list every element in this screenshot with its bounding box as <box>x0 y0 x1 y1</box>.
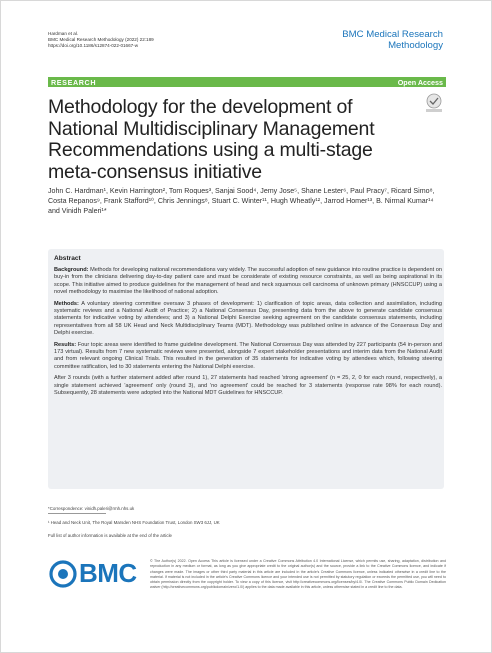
abstract-methods <box>54 301 442 338</box>
methods-label: Methods: <box>54 300 79 307</box>
section-label: RESEARCH <box>51 78 97 87</box>
results-text: Four topic areas were identified to frame guideline development. The National Consensus Day was attended by 227 participants (54 in-person and 173 virtual). Results from 7 new systematic reviews were presented, alongside 7 expert stakeholder presentations and interim data from the National Audit and from relevant ongoing Clinical Trials. This resulted in the generation of 35 statements for indicative voting by attendees which, following steering committee ratification, led to 30 statements entering the National Delphi exercise. <box>54 341 442 370</box>
doi-link[interactable]: https://doi.org/10.1186/s12874-022-01667-w <box>48 43 139 48</box>
affiliation-note: ¹ Head and Neck Unit, The Royal Marsden NHS Foundation Trust, London SW3 6JJ, UK <box>48 520 220 525</box>
citation-header <box>48 31 154 49</box>
author-info-note: Full list of author information is available at the end of the article <box>48 533 172 538</box>
journal-name-line1: BMC Medical Research <box>342 29 443 40</box>
bmc-logo-icon <box>48 559 78 589</box>
background-text: Methods for developing national recommendations vary widely. The successful adoption of new guidance into routine practice is dependent on buy-in from the clinicians delivering day-to-day patient care and must be considerate of existing resource constraints, as well as being aspirational in its scope. This initiative aimed to produce guidelines for the management of head and neck squamous cell carcinoma of unknown primary (HNSCCUP) using a novel methodology to maximise the likelihood of national adoption. <box>54 267 442 296</box>
abstract-results <box>54 342 442 372</box>
abstract-background <box>54 267 442 297</box>
abstract-box <box>48 249 444 489</box>
abstract-results-continued: After 3 rounds (with a further statement added after round 1), 27 statements had reached 'strong agreement' (n = 25, 2, 0 for each round, respectively), a single statement achieved 'agreement' only (round 3), and 'no agreement' could be reached for 3 statements (response rate 98% for each round). Subsequently, 28 statements were adopted into the National MDT Guidelines for HNSCCUP. <box>54 375 442 397</box>
author-list: John C. Hardman¹, Kevin Harrington², Tom Roques³, Sanjai Sood⁴, Jemy Jose⁵, Shane Lester⁶, Paul Pracy⁷, Ricard Simo⁸, Costa Repanos⁹, Frank Stafford¹⁰, Chris Jennings⁸, Stuart C. Winter¹¹, Hugh Wheatly¹², Jarrod Homer¹³, B. Nirmal Kumar¹⁴ and Vinidh Paleri¹* <box>48 187 435 215</box>
journal-name-line2: Methodology <box>388 40 443 51</box>
background-label: Background: <box>54 267 89 273</box>
footnote-divider <box>48 513 106 514</box>
abstract-body <box>54 267 442 402</box>
results-label: Results: <box>54 341 77 348</box>
citation-line: Hardman et al. <box>48 31 79 36</box>
paper-title: Methodology for the development of National Multidisciplinary Management Recommendations using a multi-stage meta-consensus initiative <box>48 96 375 183</box>
check-for-updates-icon[interactable] <box>423 92 445 114</box>
methods-text: A voluntary steering committee oversaw 3 phases of development: 1) clarification of topic areas, data collection and assimilation, including systematic reviews and a National Audit of Practice; 2) a National Consensus Day, presenting data from the above to generate candidate consensus statements for indicative voting by attendees; and 3) a National Delphi Exercise seeking agreement on the candidate consensus statements, including representatives from all 58 UK Head and Neck Multidisciplinary Teams (MDT). Methodology was published online in advance of the Consensus Day and Delphi exercise. <box>54 300 442 337</box>
section-banner <box>48 77 446 87</box>
citation-line: BMC Medical Research Methodology (2022) 22:189 <box>48 37 154 42</box>
abstract-heading: Abstract <box>54 255 81 262</box>
bmc-logo-text: BMC <box>79 558 137 588</box>
license-statement: © The Author(s) 2022. Open Access This article is licensed under a Creative Commons Attribution 4.0 International License, which permits use, sharing, adaptation, distribution and reproduction in any medium or format, as long as you give appropriate credit to the original author(s) and the source, provide a link to the Creative Commons licence, and indicate if changes were made. The images or other third party material in this article are included in the article's Creative Commons licence, unless indicated otherwise in a credit line to the material. If material is not included in the article's Creative Commons licence and your intended use is not permitted by statutory regulation or exceeds the permitted use, you will need to obtain permission directly from the copyright holder. To view a copy of this licence, visit http://creativecommons.org/licenses/by/4.0/. The Creative Commons Public Domain Dedication waiver (http://creativecommons.org/publicdomain/zero/1.0/) applies to the data made available in this article, unless otherwise stated in a credit line to the data. <box>150 559 446 590</box>
open-access-label: Open Access <box>397 78 443 87</box>
journal-name <box>342 29 443 51</box>
correspondence-note: *Correspondence: vinidh.paleri@rmh.nhs.uk <box>48 506 135 511</box>
